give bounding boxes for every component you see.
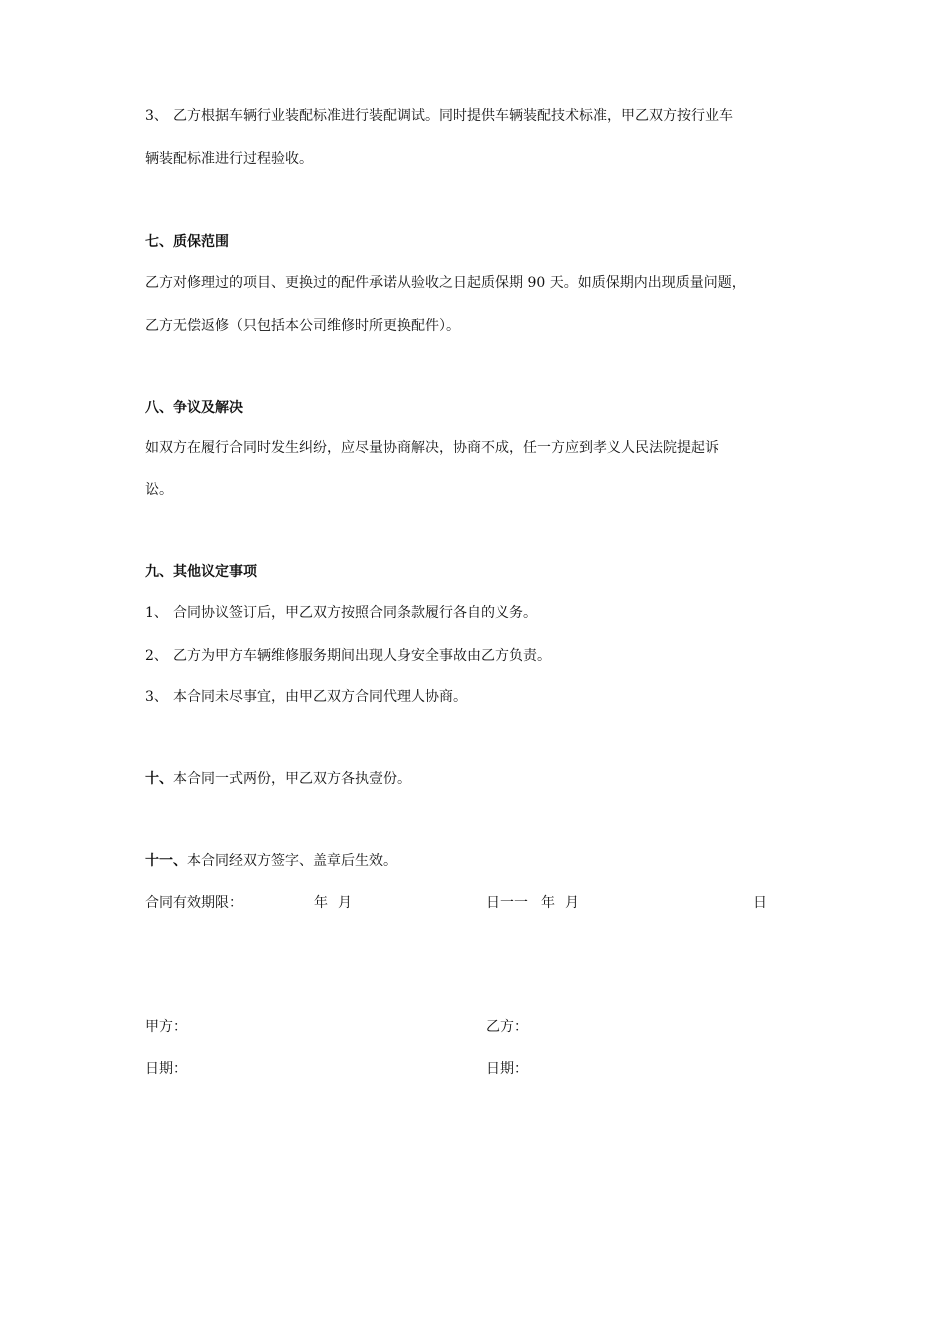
section-11-text: 本合同经双方签字、盖章后生效。: [187, 853, 397, 869]
section-8-heading: 八、争议及解决: [145, 400, 243, 416]
item-text: 乙方为甲方车辆维修服务期间出现人身安全事故由乙方负责。: [173, 648, 551, 664]
section-7-line-2: 乙方无偿返修（只包括本公司维修时所更换配件）。: [145, 318, 460, 334]
validity-month-2: 月: [565, 895, 579, 911]
section-8-line-1: 如双方在履行合同时发生纠纷，应尽量协商解决，协商不成，任一方应到孝义人民法院提起诉: [145, 440, 719, 456]
section-9-heading: 九、其他议定事项: [145, 564, 257, 580]
item-number: 2、: [145, 648, 168, 664]
clause-6-3-line-1: [145, 106, 733, 126]
validity-day-separator: 日一一: [486, 895, 528, 911]
item-number: 1、: [145, 605, 168, 621]
party-a-date-label: 日期：: [145, 1061, 187, 1077]
validity-year-1: 年: [314, 895, 328, 911]
item-text: 合同协议签订后，甲乙双方按照合同条款履行各自的义务。: [173, 605, 537, 621]
validity-year-2: 年: [541, 895, 555, 911]
section-9-item-3: [145, 687, 467, 707]
section-11: [145, 851, 397, 871]
section-7-heading: 七、质保范围: [145, 234, 229, 250]
clause-text: 乙方根据车辆行业装配标准进行装配调试。同时提供车辆装配技术标准，甲乙双方按行业车: [173, 108, 733, 124]
clause-number: 3、: [145, 108, 168, 124]
party-b-label: 乙方：: [486, 1019, 528, 1035]
validity-label: 合同有效期限：: [145, 895, 243, 911]
section-11-prefix: 十一、: [145, 853, 187, 869]
party-b-date-label: 日期：: [486, 1061, 528, 1077]
section-7-line-1: 乙方对修理过的项目、更换过的配件承诺从验收之日起质保期 90 天。如质保期内出现质量问题，: [145, 275, 746, 291]
section-10-prefix: 十、: [145, 771, 173, 787]
item-number: 3、: [145, 689, 168, 705]
section-10: [145, 769, 411, 789]
section-9-item-1: [145, 603, 537, 623]
party-a-label: 甲方：: [145, 1019, 187, 1035]
section-8-line-2: 讼。: [145, 482, 173, 498]
section-10-text: 本合同一式两份，甲乙双方各执壹份。: [173, 771, 411, 787]
clause-6-3-line-2: 辆装配标准进行过程验收。: [145, 151, 313, 167]
validity-day-2: 日: [753, 895, 767, 911]
validity-month-1: 月: [338, 895, 352, 911]
item-text: 本合同未尽事宜，由甲乙双方合同代理人协商。: [173, 689, 467, 705]
section-9-item-2: [145, 646, 551, 666]
